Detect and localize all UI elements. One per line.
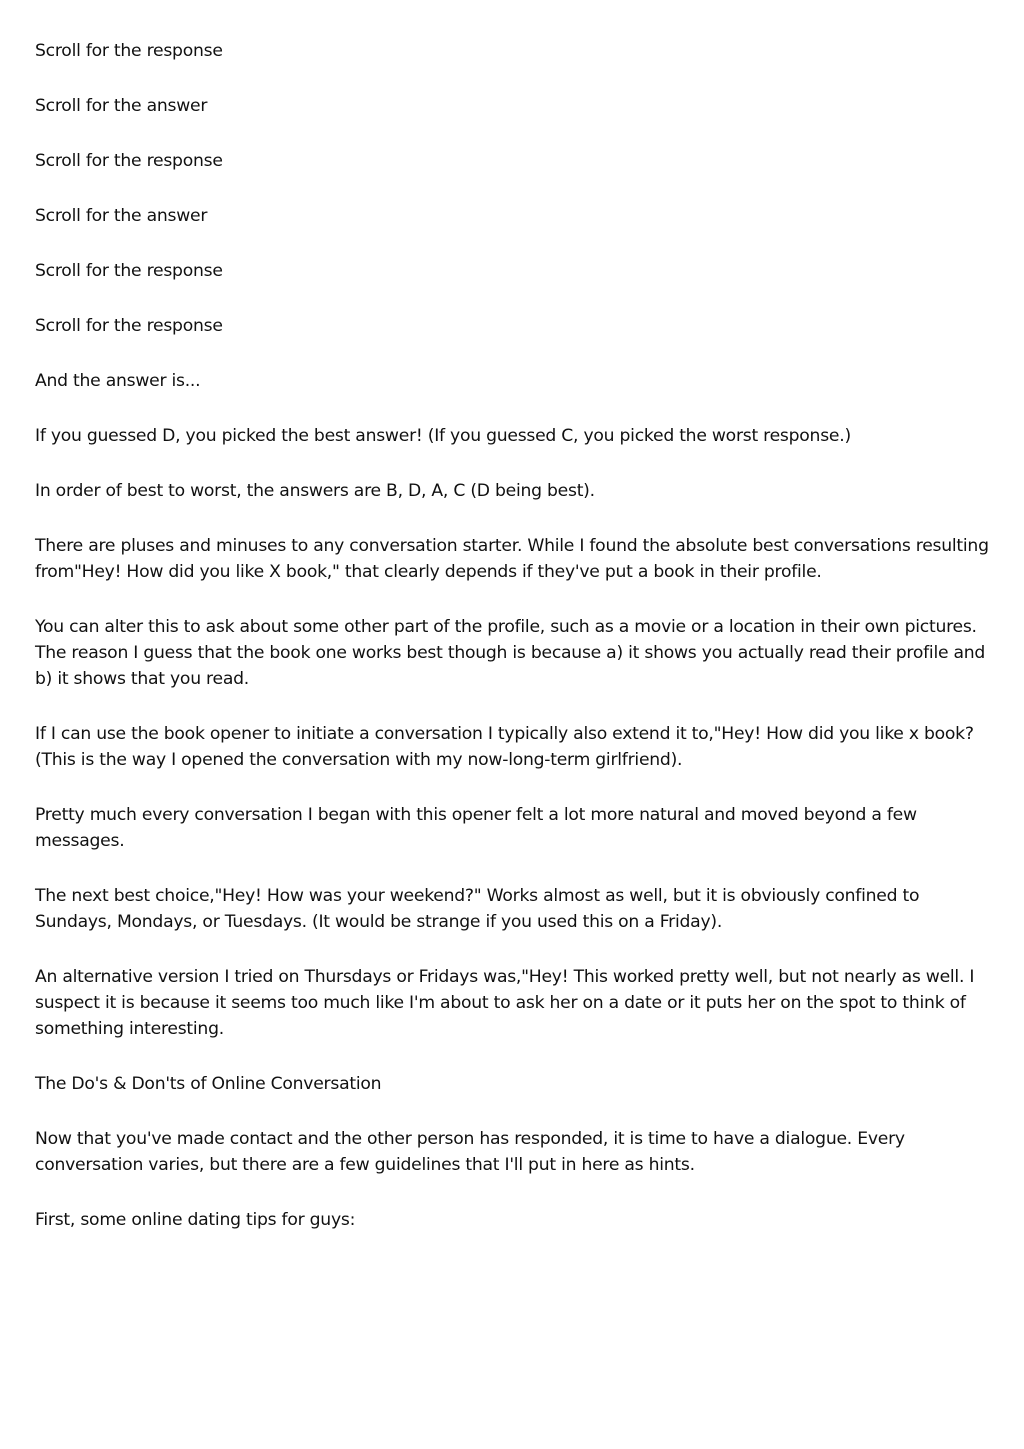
paragraph-weekend-choice: The next best choice,"Hey! How was your weekend?" Works almost as well, but it is obviously confined to Sundays, Mondays, or Tuesdays. (It would be strange if you used this on a Friday).: [35, 886, 920, 932]
document-body: [35, 38, 995, 1262]
paragraph-scroll-answer-1: Scroll for the answer: [35, 96, 208, 116]
paragraph-alter-profile: You can alter this to ask about some other part of the profile, such as a movie or a location in their own pictures. The reason I guess that the book one works best though is because a) it shows you actually read their profile and b) it shows that you read.: [35, 617, 986, 689]
paragraph-answer-intro: And the answer is...: [35, 371, 201, 391]
paragraph-guess-result: If you guessed D, you picked the best answer! (If you guessed C, you picked the worst response.): [35, 426, 851, 446]
paragraph-scroll-response-3: Scroll for the response: [35, 261, 223, 281]
paragraph-answer-order: In order of best to worst, the answers are B, D, A, C (D being best).: [35, 481, 595, 501]
paragraph-alternative-version: An alternative version I tried on Thursdays or Fridays was,"Hey! This worked pretty well, but not nearly as well. I suspect it is because it seems too much like I'm about to ask her on a date or it puts her on the spot to think of something interesting.: [35, 967, 975, 1039]
paragraph-scroll-response-1: Scroll for the response: [35, 41, 223, 61]
paragraph-tips-for-guys: First, some online dating tips for guys:: [35, 1210, 356, 1230]
paragraph-scroll-response-2: Scroll for the response: [35, 151, 223, 171]
paragraph-scroll-response-4: Scroll for the response: [35, 316, 223, 336]
paragraph-scroll-answer-2: Scroll for the answer: [35, 206, 208, 226]
paragraph-book-opener: If I can use the book opener to initiate a conversation I typically also extend it to,"Hey! How did you like x book? (This is the way I opened the conversation with my now-long-term girlfriend).: [35, 724, 974, 770]
paragraph-pluses-minuses: There are pluses and minuses to any conversation starter. While I found the absolute best conversations resulting from"Hey! How did you like X book," that clearly depends if they've put a book in their profile.: [35, 536, 989, 582]
section-heading-dos-donts: The Do's & Don'ts of Online Conversation: [35, 1074, 382, 1094]
paragraph-natural-conversation: Pretty much every conversation I began with this opener felt a lot more natural and moved beyond a few messages.: [35, 805, 917, 851]
paragraph-dialogue-guidelines: Now that you've made contact and the other person has responded, it is time to have a dialogue. Every conversation varies, but there are a few guidelines that I'll put in here as hints.: [35, 1129, 905, 1175]
